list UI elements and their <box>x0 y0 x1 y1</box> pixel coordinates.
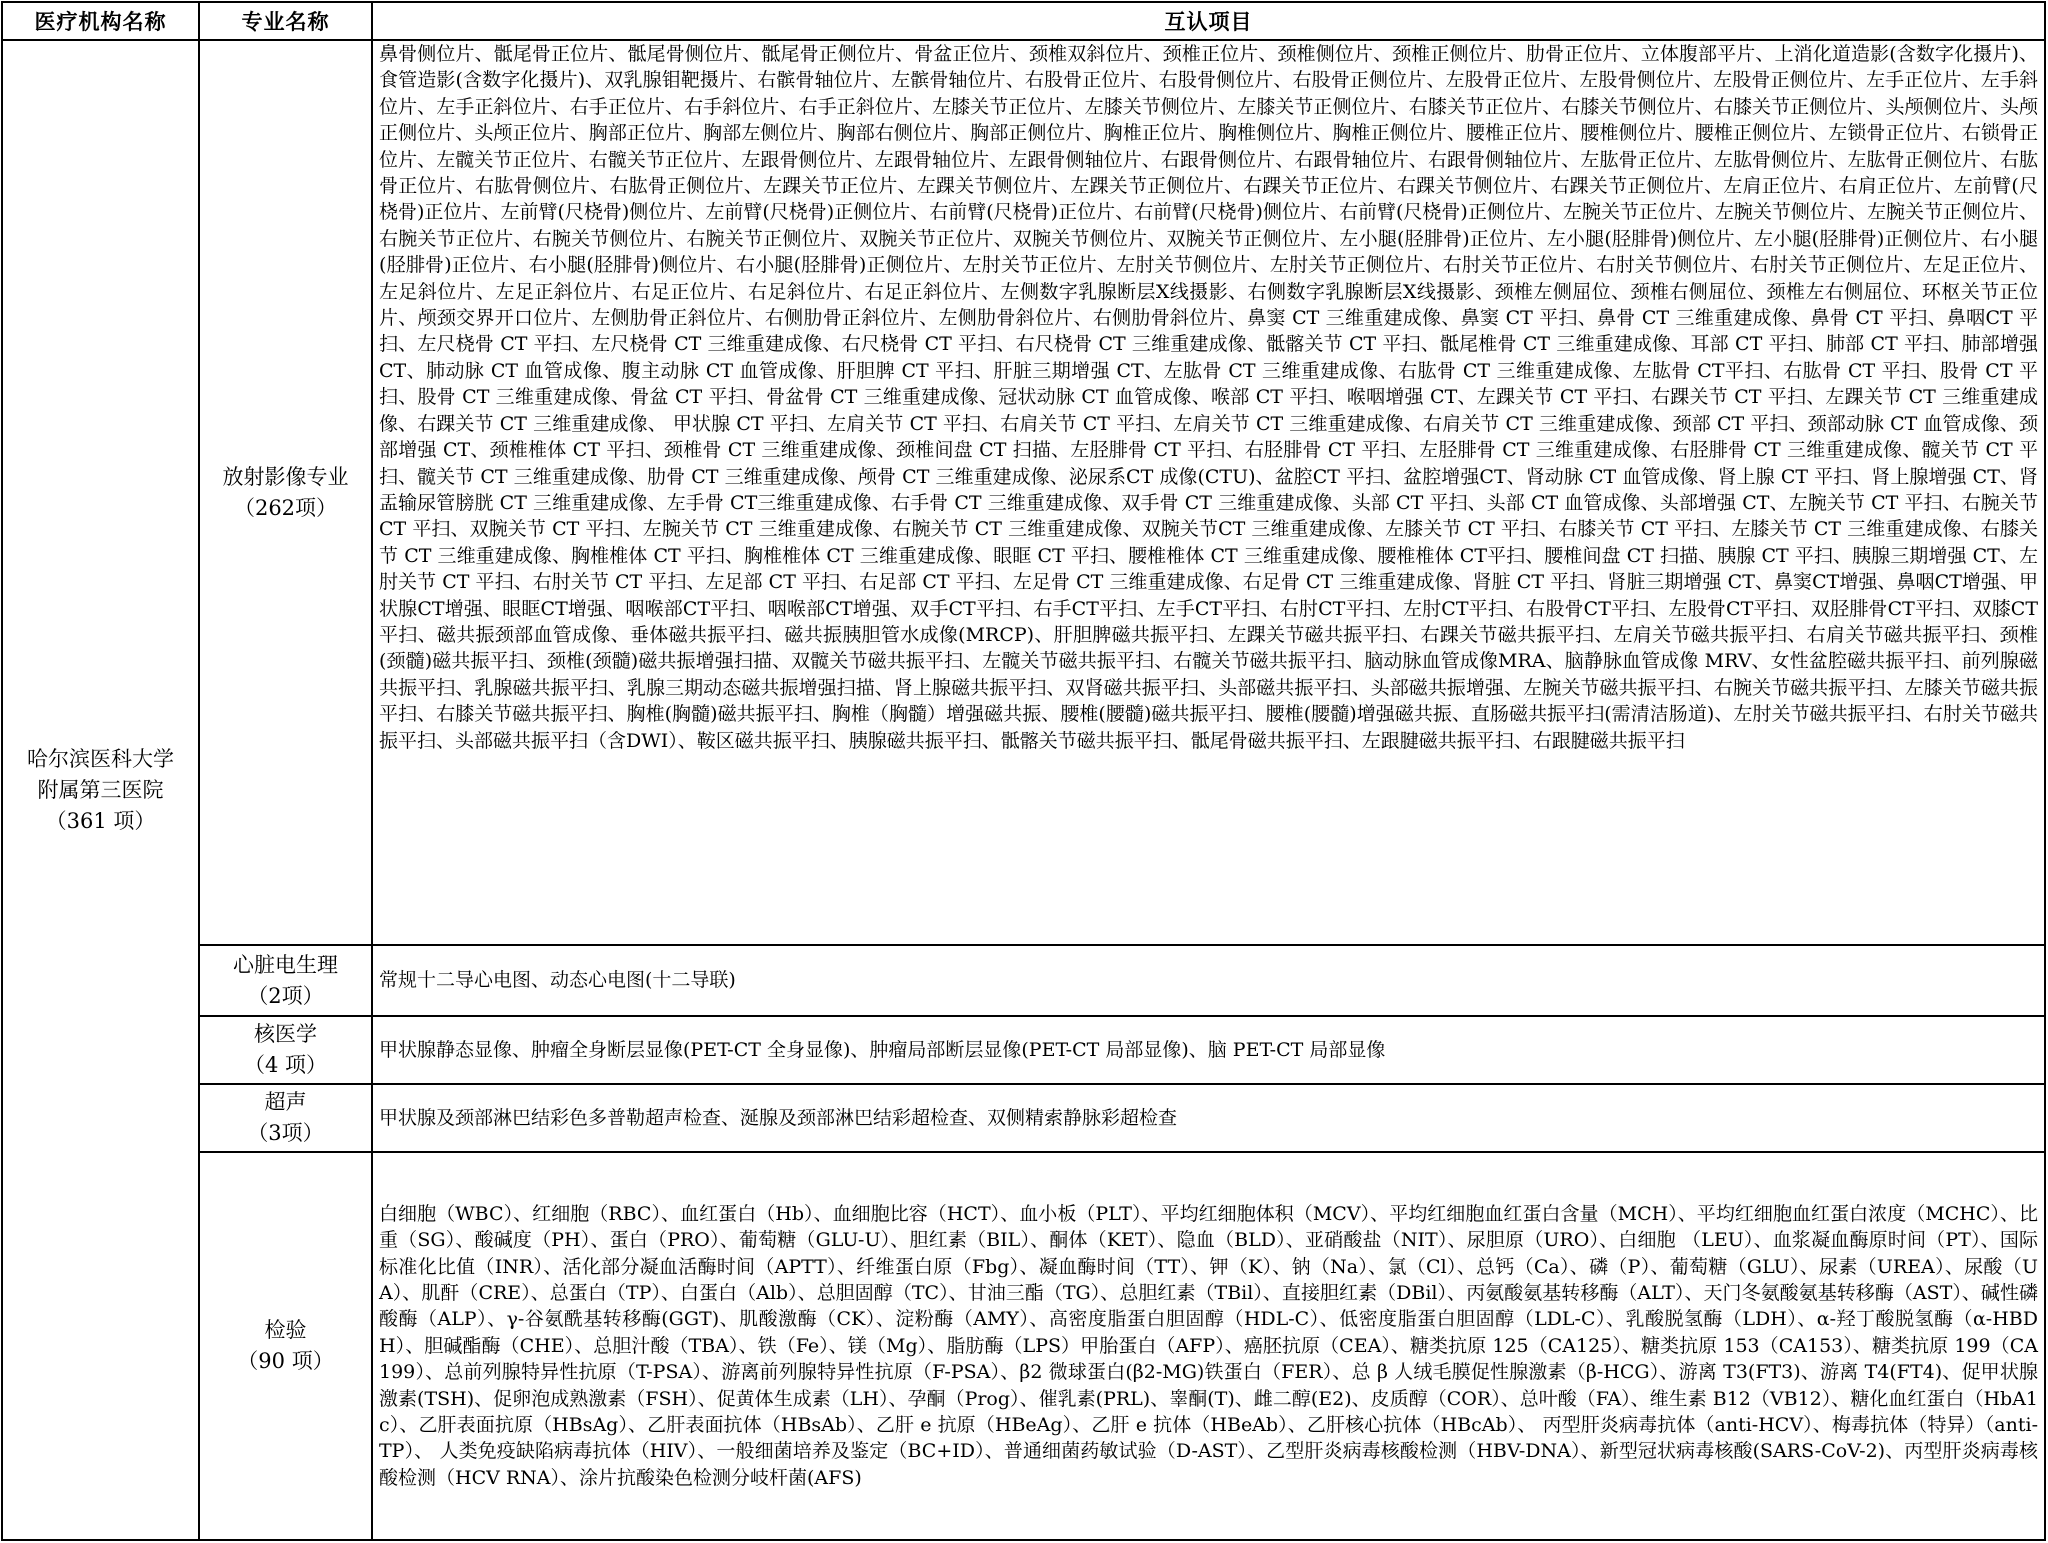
specialty-name: 超声 <box>264 1090 307 1114</box>
items-cell: 白细胞（WBC）、红细胞（RBC）、血红蛋白（Hb）、血细胞比容（HCT）、血小板（PLT）、平均红细胞体积（MCV）、平均红细胞血红蛋白含量（MCH）、平均红细胞血红蛋白浓度（MCHC）、比重（SG）、酸碱度（PH）、蛋白（PRO）、葡萄糖（GLU-U）、胆红素（BIL）、酮体（KET）、隐血（BLD）、亚硝酸盐（NIT）、尿胆原（URO）、白细胞 （LEU）、血浆凝血酶原时间（PT）、国际标准化比值（INR）、活化部分凝血活酶时间（APTT）、纤维蛋白原（Fbg）、凝血酶时间（TT）、钾（K）、钠（Na）、氯（Cl）、总钙（Ca）、磷（P）、葡萄糖（GLU）、尿素（UREA）、尿酸（UA）、肌酐（CRE）、总蛋白（TP）、白蛋白（Alb）、总胆固醇（TC）、甘油三酯（TG）、总胆红素（TBil）、直接胆红素（DBil）、丙氨酸氨基转移酶（ALT）、天门冬氨酸氨基转移酶（AST）、碱性磷酸酶（ALP）、γ-谷氨酰基转移酶(GGT)、肌酸激酶（CK）、淀粉酶（AMY）、高密度脂蛋白胆固醇（HDL-C）、低密度脂蛋白胆固醇（LDL-C）、乳酸脱氢酶（LDH）、α-羟丁酸脱氢酶（α-HBDH）、胆碱酯酶（CHE）、总胆汁酸（TBA）、铁（Fe）、镁（Mg）、脂肪酶（LPS）甲胎蛋白（AFP）、癌胚抗原（CEA）、糖类抗原 125（CA125）、糖类抗原 153（CA153）、糖类抗原 199（CA199）、总前列腺特异性抗原（T-PSA）、游离前列腺特异性抗原（F-PSA）、β2 微球蛋白(β2-MG)铁蛋白（FER）、总 β 人绒毛膜促性腺激素（β-HCG）、游离 T3(FT3)、游离 T4(FT4)、促甲状腺激素(TSH)、促卵泡成熟激素（FSH）、促黄体生成素（LH）、孕酮（Prog）、催乳素(PRL)、睾酮(T)、雌二醇(E2)、皮质醇（COR）、总叶酸（FA）、维生素 B12（VB12）、糖化血红蛋白（HbA1c）、乙肝表面抗原（HBsAg）、乙肝表面抗体（HBsAb）、乙肝 e 抗原（HBeAg）、乙肝 e 抗体（HBeAb）、乙肝核心抗体（HBcAb）、 丙型肝炎病毒抗体（anti-HCV）、梅毒抗体（特异）（anti-TP）、 人类免疫缺陷病毒抗体（HIV）、一般细菌培养及鉴定（BC+ID）、普通细菌药敏试验（D-AST）、乙型肝炎病毒核酸检测（HBV-DNA）、新型冠状病毒核酸(SARS-CoV-2)、丙型肝炎病毒核酸检测（HCV RNA）、涂片抗酸染色检测分岐杆菌(AFS) <box>372 1152 2045 1540</box>
specialty-count: （262项） <box>233 495 338 520</box>
specialty-cell <box>199 1152 372 1540</box>
specialty-count: （3项） <box>247 1121 324 1145</box>
specialty-cell <box>199 1084 372 1152</box>
items-cell: 甲状腺及颈部淋巴结彩色多普勒超声检查、涎腺及颈部淋巴结彩超检查、双侧精索静脉彩超检查 <box>372 1084 2045 1152</box>
table-row <box>2 945 2045 1016</box>
items-cell: 鼻骨侧位片、骶尾骨正位片、骶尾骨侧位片、骶尾骨正侧位片、骨盆正位片、颈椎双斜位片、颈椎正位片、颈椎侧位片、颈椎正侧位片、肋骨正位片、立体腹部平片、上消化道造影(含数字化摄片)、食管造影(含数字化摄片)、双乳腺钼靶摄片、右髌骨轴位片、左髌骨轴位片、右股骨正位片、右股骨侧位片、右股骨正侧位片、左股骨正位片、左股骨侧位片、左股骨正侧位片、左手正位片、左手斜位片、左手正斜位片、右手正位片、右手斜位片、右手正斜位片、左膝关节正位片、左膝关节侧位片、左膝关节正侧位片、右膝关节正位片、右膝关节侧位片、右膝关节正侧位片、头颅侧位片、头颅正侧位片、头颅正位片、胸部正位片、胸部左侧位片、胸部右侧位片、胸部正侧位片、胸椎正位片、胸椎侧位片、胸椎正侧位片、腰椎正位片、腰椎侧位片、腰椎正侧位片、左锁骨正位片、右锁骨正位片、左髋关节正位片、右髋关节正位片、左跟骨侧位片、左跟骨轴位片、左跟骨侧轴位片、右跟骨侧位片、右跟骨轴位片、右跟骨侧轴位片、左肱骨正位片、左肱骨侧位片、左肱骨正侧位片、右肱骨正位片、右肱骨侧位片、右肱骨正侧位片、左踝关节正位片、左踝关节侧位片、左踝关节正侧位片、右踝关节正位片、右踝关节侧位片、右踝关节正侧位片、左肩正位片、右肩正位片、左前臂(尺桡骨)正位片、左前臂(尺桡骨)侧位片、左前臂(尺桡骨)正侧位片、右前臂(尺桡骨)正位片、右前臂(尺桡骨)侧位片、右前臂(尺桡骨)正侧位片、左腕关节正位片、左腕关节侧位片、左腕关节正侧位片、右腕关节正位片、右腕关节侧位片、右腕关节正侧位片、双腕关节正位片、双腕关节侧位片、双腕关节正侧位片、左小腿(胫腓骨)正位片、左小腿(胫腓骨)侧位片、左小腿(胫腓骨)正侧位片、右小腿(胫腓骨)正位片、右小腿(胫腓骨)侧位片、右小腿(胫腓骨)正侧位片、左肘关节正位片、左肘关节侧位片、左肘关节正侧位片、右肘关节正位片、右肘关节侧位片、右肘关节正侧位片、左足正位片、左足斜位片、左足正斜位片、右足正位片、右足斜位片、右足正斜位片、左侧数字乳腺断层X线摄影、右侧数字乳腺断层X线摄影、颈椎左侧屈位、颈椎右侧屈位、颈椎左右侧屈位、环枢关节正位片、颅颈交界开口位片、左侧肋骨正斜位片、右侧肋骨正斜位片、左侧肋骨斜位片、右侧肋骨斜位片、鼻窦 CT 三维重建成像、鼻窦 CT 平扫、鼻骨 CT 三维重建成像、鼻骨 CT 平扫、鼻咽CT 平扫、左尺桡骨 CT 平扫、左尺桡骨 CT 三维重建成像、右尺桡骨 CT 平扫、右尺桡骨 CT 三维重建成像、骶髂关节 CT 平扫、骶尾椎骨 CT 三维重建成像、耳部 CT 平扫、肺部 CT 平扫、肺部增强 CT、肺动脉 CT 血管成像、腹主动脉 CT 血管成像、肝胆脾 CT 平扫、肝脏三期增强 CT、左肱骨 CT 三维重建成像、右肱骨 CT 三维重建成像、左肱骨 CT平扫、右肱骨 CT 平扫、股骨 CT 平扫、股骨 CT 三维重建成像、骨盆 CT 平扫、骨盆骨 CT 三维重建成像、冠状动脉 CT 血管成像、喉部 CT 平扫、喉咽增强 CT、左踝关节 CT 平扫、右踝关节 CT 平扫、左踝关节 CT 三维重建成像、右踝关节 CT 三维重建成像、 甲状腺 CT 平扫、左肩关节 CT 平扫、右肩关节 CT 平扫、左肩关节 CT 三维重建成像、右肩关节 CT 三维重建成像、颈部 CT 平扫、颈部动脉 CT 血管成像、颈部增强 CT、颈椎椎体 CT 平扫、颈椎骨 CT 三维重建成像、颈椎间盘 CT 扫描、左胫腓骨 CT 平扫、右胫腓骨 CT 平扫、左胫腓骨 CT 三维重建成像、右胫腓骨 CT 三维重建成像、髋关节 CT 平扫、髋关节 CT 三维重建成像、肋骨 CT 三维重建成像、颅骨 CT 三维重建成像、泌尿系CT 成像(CTU)、盆腔CT 平扫、盆腔增强CT、肾动脉 CT 血管成像、肾上腺 CT 平扫、肾上腺增强 CT、肾盂输尿管膀胱 CT 三维重建成像、左手骨 CT三维重建成像、右手骨 CT 三维重建成像、双手骨 CT 三维重建成像、头部 CT 平扫、头部 CT 血管成像、头部增强 CT、左腕关节 CT 平扫、右腕关节 CT 平扫、双腕关节 CT 平扫、左腕关节 CT 三维重建成像、右腕关节 CT 三维重建成像、双腕关节CT 三维重建成像、左膝关节 CT 平扫、右膝关节 CT 平扫、左膝关节 CT 三维重建成像、右膝关节 CT 三维重建成像、胸椎椎体 CT 平扫、胸椎椎体 CT 三维重建成像、眼眶 CT 平扫、腰椎椎体 CT 三维重建成像、腰椎椎体 CT平扫、腰椎间盘 CT 扫描、胰腺 CT 平扫、胰腺三期增强 CT、左肘关节 CT 平扫、右肘关节 CT 平扫、左足部 CT 平扫、右足部 CT 平扫、左足骨 CT 三维重建成像、右足骨 CT 三维重建成像、肾脏 CT 平扫、肾脏三期增强 CT、鼻窦CT增强、鼻咽CT增强、甲状腺CT增强、眼眶CT增强、咽喉部CT平扫、咽喉部CT增强、双手CT平扫、右手CT平扫、左手CT平扫、右肘CT平扫、左肘CT平扫、右股骨CT平扫、左股骨CT平扫、双胫腓骨CT平扫、双膝CT平扫、磁共振颈部血管成像、垂体磁共振平扫、磁共振胰胆管水成像(MRCP)、肝胆脾磁共振平扫、左踝关节磁共振平扫、右踝关节磁共振平扫、左肩关节磁共振平扫、右肩关节磁共振平扫、颈椎(颈髓)磁共振平扫、颈椎(颈髓)磁共振增强扫描、双髋关节磁共振平扫、左髋关节磁共振平扫、右髋关节磁共振平扫、脑动脉血管成像MRA、脑静脉血管成像 MRV、女性盆腔磁共振平扫、前列腺磁共振平扫、乳腺磁共振平扫、乳腺三期动态磁共振增强扫描、肾上腺磁共振平扫、双肾磁共振平扫、头部磁共振平扫、头部磁共振增强、左腕关节磁共振平扫、右腕关节磁共振平扫、左膝关节磁共振平扫、右膝关节磁共振平扫、胸椎(胸髓)磁共振平扫、胸椎（胸髓）增强磁共振、腰椎(腰髓)磁共振平扫、腰椎(腰髓)增强磁共振、直肠磁共振平扫(需清洁肠道)、左肘关节磁共振平扫、右肘关节磁共振平扫、头部磁共振平扫（含DWI）、鞍区磁共振平扫、胰腺磁共振平扫、骶髂关节磁共振平扫、骶尾骨磁共振平扫、左跟腱磁共振平扫、右跟腱磁共振平扫 <box>372 40 2045 945</box>
specialty-cell <box>199 945 372 1016</box>
table-row <box>2 1016 2045 1084</box>
items-cell: 甲状腺静态显像、肿瘤全身断层显像(PET-CT 全身显像)、肿瘤局部断层显像(PET-CT 局部显像)、脑 PET-CT 局部显像 <box>372 1016 2045 1084</box>
specialty-count: （90 项） <box>237 1349 334 1373</box>
header-institution: 医疗机构名称 <box>2 2 199 40</box>
header-items: 互认项目 <box>372 2 2045 40</box>
institution-cell <box>2 40 199 1540</box>
items-cell: 常规十二导心电图、动态心电图(十二导联) <box>372 945 2045 1016</box>
specialty-count: （4 项） <box>243 1053 328 1077</box>
specialty-name: 放射影像专业 <box>222 464 349 489</box>
specialty-name: 核医学 <box>254 1022 317 1046</box>
specialty-name: 心脏电生理 <box>233 952 338 977</box>
institution-count: （361 项） <box>45 808 156 833</box>
specialty-cell <box>199 1016 372 1084</box>
specialty-cell <box>199 40 372 945</box>
table-row <box>2 1152 2045 1540</box>
table-row <box>2 1084 2045 1152</box>
mutual-recognition-table <box>1 1 2046 1541</box>
header-specialty: 专业名称 <box>199 2 372 40</box>
specialty-name: 检验 <box>264 1318 307 1342</box>
table-row <box>2 40 2045 945</box>
institution-name-line2: 附属第三医院 <box>37 777 164 802</box>
specialty-count: （2项） <box>247 983 324 1008</box>
header-row <box>2 2 2045 40</box>
institution-name-line1: 哈尔滨医科大学 <box>27 746 174 771</box>
